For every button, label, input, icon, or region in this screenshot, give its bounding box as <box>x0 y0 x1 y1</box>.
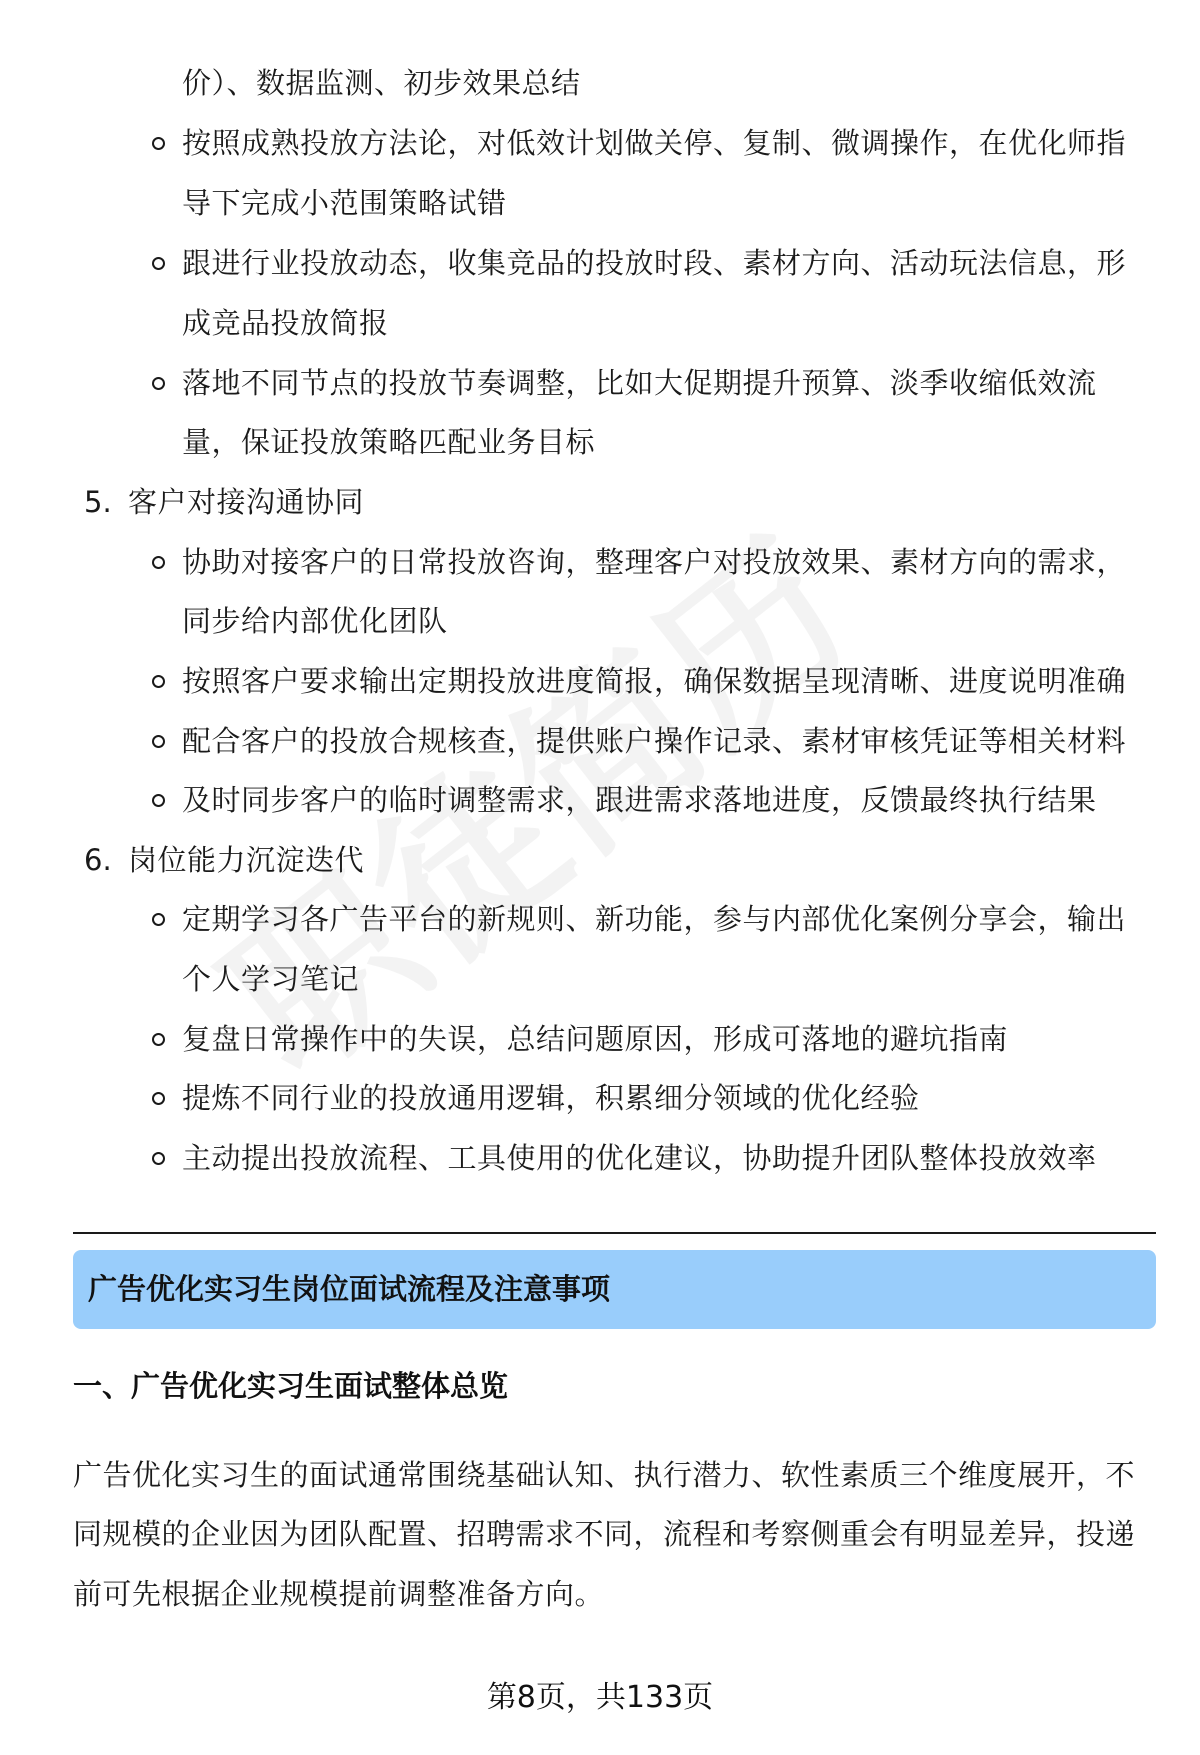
bullet-marker <box>152 675 165 688</box>
section-divider <box>73 1232 1156 1234</box>
list-item: 提炼不同行业的投放通用逻辑，积累细分领域的优化经验 <box>182 1081 920 1115</box>
bullet-marker <box>152 794 165 807</box>
bullet-marker <box>152 1092 165 1105</box>
paragraph-line: 同规模的企业因为团队配置、招聘需求不同，流程和考察侧重会有明显差异，投递 <box>73 1517 1136 1551</box>
section-number: 5. <box>84 485 112 519</box>
section-title: 岗位能力沉淀迭代 <box>128 843 365 877</box>
page-number: 第8页，共133页 <box>486 1680 714 1715</box>
paragraph-line: 前可先根据企业规模提前调整准备方向。 <box>73 1577 605 1611</box>
list-item: 配合客户的投放合规核查，提供账户操作记录、素材审核凭证等相关材料 <box>182 724 1127 758</box>
list-item: 复盘日常操作中的失误，总结问题原因，形成可落地的避坑指南 <box>182 1022 1009 1056</box>
bullet-marker <box>152 377 165 390</box>
bullet-marker <box>152 735 165 748</box>
bullet-marker <box>152 556 165 569</box>
list-item: 跟进行业投放动态，收集竞品的投放时段、素材方向、活动玩法信息，形 <box>182 246 1127 280</box>
list-item-continuation: 同步给内部优化团队 <box>182 604 448 638</box>
list-item: 落地不同节点的投放节奏调整，比如大促期提升预算、淡季收缩低效流 <box>182 366 1097 400</box>
bullet-marker <box>152 137 165 150</box>
bullet-marker <box>152 1033 165 1046</box>
list-item: 协助对接客户的日常投放咨询，整理客户对投放效果、素材方向的需求， <box>182 545 1127 579</box>
heading-overview: 一、广告优化实习生面试整体总览 <box>73 1369 509 1403</box>
list-item: 及时同步客户的临时调整需求，跟进需求落地进度，反馈最终执行结果 <box>182 783 1097 817</box>
section-title: 客户对接沟通协同 <box>128 485 365 519</box>
bullet-marker <box>152 1152 165 1165</box>
banner-title: 广告优化实习生岗位面试流程及注意事项 <box>88 1272 611 1306</box>
list-item-continuation: 成竞品投放简报 <box>182 306 389 340</box>
list-item: 按照成熟投放方法论，对低效计划做关停、复制、微调操作，在优化师指 <box>182 126 1127 160</box>
list-item-continuation: 量，保证投放策略匹配业务目标 <box>182 425 596 459</box>
list-item-continuation: 个人学习笔记 <box>182 962 360 996</box>
list-item: 按照客户要求输出定期投放进度简报，确保数据呈现清晰、进度说明准确 <box>182 664 1127 698</box>
paragraph-line: 广告优化实习生的面试通常围绕基础认知、执行潜力、软性素质三个维度展开，不 <box>73 1458 1136 1492</box>
list-item: 定期学习各广告平台的新规则、新功能，参与内部优化案例分享会，输出 <box>182 902 1127 936</box>
section-number: 6. <box>84 843 112 877</box>
list-continuation: 价）、数据监测、初步效果总结 <box>182 66 581 100</box>
list-item: 主动提出投放流程、工具使用的优化建议，协助提升团队整体投放效率 <box>182 1141 1097 1175</box>
bullet-marker <box>152 913 165 926</box>
list-item-continuation: 导下完成小范围策略试错 <box>182 186 507 220</box>
bullet-marker <box>152 257 165 270</box>
section-banner <box>73 1250 1156 1329</box>
